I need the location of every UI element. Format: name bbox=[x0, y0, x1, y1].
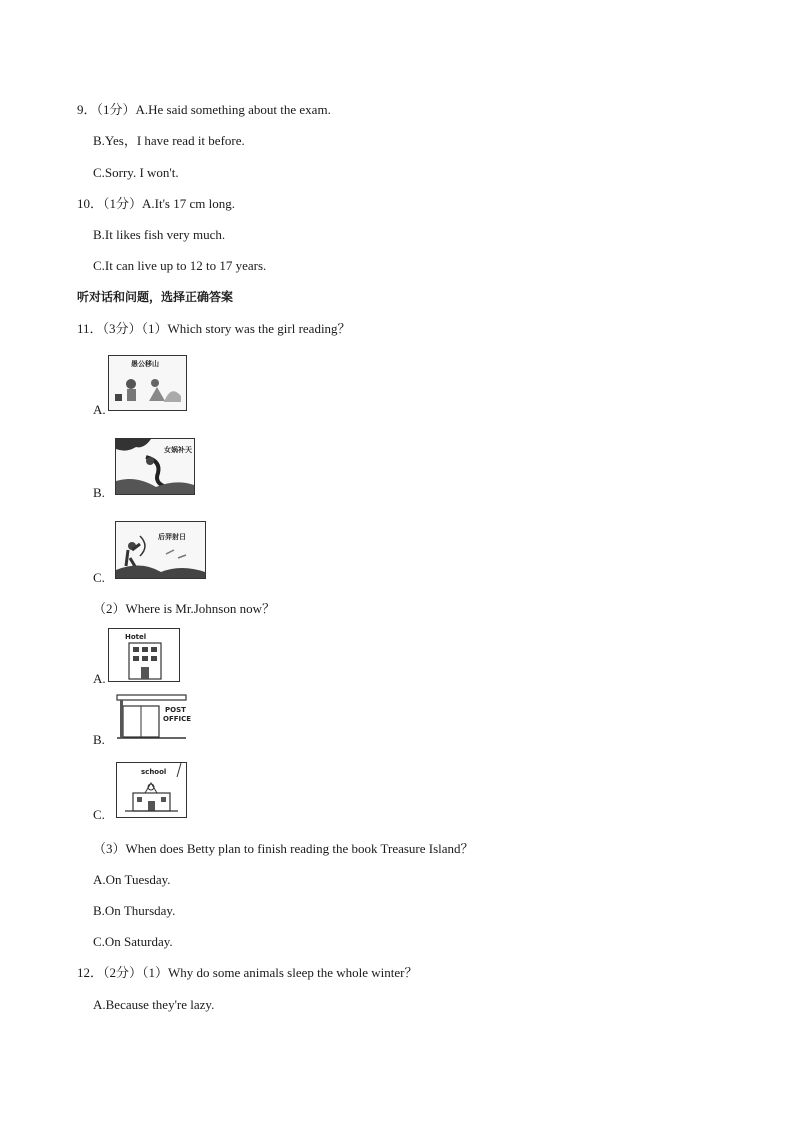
q11-2-option-a-label: A. bbox=[93, 671, 106, 686]
hotel-picture-caption: Hotel bbox=[125, 633, 147, 641]
school-picture-caption: school bbox=[141, 768, 167, 776]
story-picture-b-caption: 女娲补天 bbox=[164, 446, 192, 454]
story-picture-a-caption: 愚公移山 bbox=[131, 360, 159, 368]
section-heading: 听对话和问题，选择正确答案 bbox=[77, 290, 234, 304]
q11-2-option-c-label: C. bbox=[93, 807, 105, 822]
q12-option-a: A.Because they're lazy. bbox=[93, 997, 215, 1012]
q11-1-option-c-label: C. bbox=[93, 570, 105, 585]
q11-3-option-b: B.On Thursday. bbox=[93, 903, 176, 918]
hotel-picture bbox=[108, 628, 180, 682]
q11-3-option-c: C.On Saturday. bbox=[93, 934, 173, 949]
q9-option-c: C.Sorry. I won't. bbox=[93, 165, 179, 180]
q11-2-option-b-label: B. bbox=[93, 732, 105, 747]
q11-stem: 11．（3分）（1）Which story was the girl reading？ bbox=[77, 321, 351, 336]
q10-stem: 10．（1分）A.It's 17 cm long. bbox=[77, 196, 235, 211]
school-picture bbox=[116, 762, 187, 818]
q10-option-b: B.It likes fish very much. bbox=[93, 227, 226, 242]
story-picture-c-caption: 后羿射日 bbox=[158, 533, 186, 541]
post-office-caption-line-2: OFFICE bbox=[163, 715, 192, 723]
q11-2-question: （2）Where is Mr.Johnson now？ bbox=[93, 601, 275, 616]
q11-3-question: （3）When does Betty plan to finish reading the book Treasure Island？ bbox=[93, 841, 474, 856]
post-office-caption-line-1: POST bbox=[165, 706, 186, 714]
story-picture-b bbox=[115, 438, 195, 495]
q11-1-option-b-label: B. bbox=[93, 485, 105, 500]
q12-stem: 12．（2分）（1）Why do some animals sleep the whole winter？ bbox=[77, 965, 418, 980]
story-illustration-c bbox=[116, 522, 205, 578]
q11-3-option-a: A.On Tuesday. bbox=[93, 872, 171, 887]
story-picture-a bbox=[108, 355, 187, 411]
q9-stem: 9．（1分）A.He said something about the exam. bbox=[77, 102, 331, 117]
q11-1-option-a-label: A. bbox=[93, 402, 106, 417]
story-picture-c bbox=[115, 521, 206, 579]
q9-option-b: B.Yes，I have read it before. bbox=[93, 133, 245, 148]
post-office-picture bbox=[117, 694, 192, 739]
q10-option-c: C.It can live up to 12 to 17 years. bbox=[93, 258, 267, 273]
